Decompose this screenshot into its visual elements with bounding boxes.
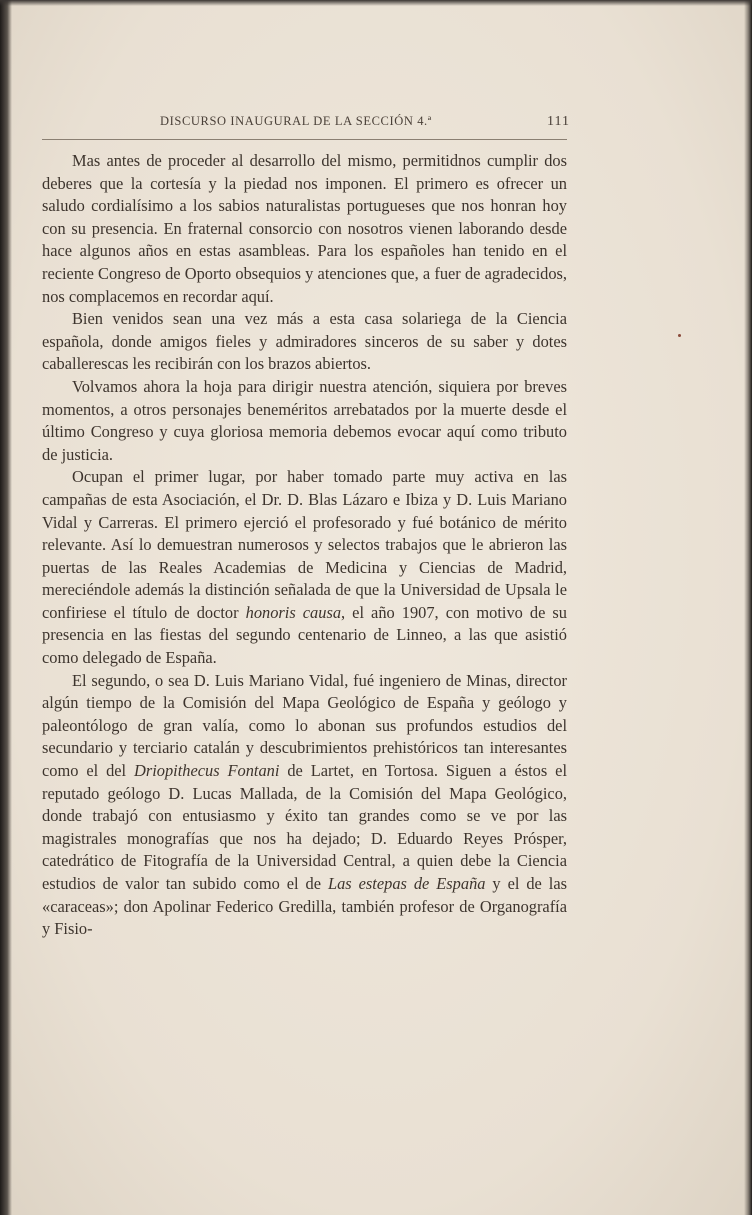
text-run: de Lartet, en Tortosa. Siguen a éstos el reputado geólogo D. Lucas Mallada, de la Comisión del Mapa Geológico, donde trabajó con entusiasmo y éxito tan grandes como se ve por las magistrales monografías que nos ha dejado; D. Eduardo Reyes Prósper, catedrático de Fitografía de la Universidad Central, a quien debe la Ciencia estudios de valor tan subido como el de xyxy=(42,761,567,893)
header-rule xyxy=(42,139,567,140)
paragraph xyxy=(42,466,567,669)
running-title: DISCURSO INAUGURAL DE LA SECCIÓN 4.ª xyxy=(160,114,432,128)
running-header xyxy=(160,114,570,136)
italic-text: Las estepas de España xyxy=(328,874,486,893)
page-edge-shadow-right xyxy=(744,0,752,1215)
paragraph xyxy=(42,670,567,941)
italic-text: Driopithecus Fontani xyxy=(134,761,280,781)
body-text xyxy=(42,150,567,941)
page-edge-shadow-top xyxy=(0,0,752,6)
page-number: 111 xyxy=(547,114,570,129)
paragraph xyxy=(42,308,567,376)
text-run: Mas antes de proceder al desarrollo del mismo, permitidnos cumplir dos deberes que la cortesía y la piedad nos imponen. El primero es ofrecer un saludo cordialísimo a los sabios naturalistas portugueses que nos honran hoy con su presencia. En fraternal consorcio con nosotros vienen laborando desde hace algunos años en estas asambleas. Para los españoles han tenido en el reciente Congreso de Oporto obsequios y atenciones que, a fuer de agradecidos, nos complacemos en recordar aquí. xyxy=(42,151,567,306)
paragraph xyxy=(42,150,567,308)
text-run: El segundo, o sea D. Luis Mariano Vidal, fué ingeniero de Minas, director algún tiempo de la Comisión del Mapa Geológico de España y geólogo y paleontólogo de gran valía, como lo abonan sus profundos estudios del secundario y terciario catalán y descubrimientos prehistóricos tan interesantes como el del xyxy=(42,670,567,781)
text-run: , el año 1907, con motivo de su presencia en las fiestas del segundo centenario de Linneo, a las que asistió como delegado de España. xyxy=(42,602,567,668)
page-edge-shadow-left xyxy=(0,0,12,1215)
paragraph xyxy=(42,376,567,466)
text-run: Ocupan el primer lugar, por haber tomado parte muy activa en las campañas de esta Asociación, el Dr. D. Blas Lázaro e Ibiza y D. Luis Mariano Vidal y Carreras. El primero ejerció el profesorado y fué botánico de mérito relevante. Así lo demuestran numerosos y selectos trabajos que le abrieron las puertas de las Reales Academias de Medicina y Ciencias de Madrid, mereciéndole además la distinción señalada de que la Universidad de Upsala le confiriese el título de doctor xyxy=(42,467,567,622)
text-run: y el de las «caraceas»; don Apolinar Federico Gredilla, también profesor de Organografía y Fisio- xyxy=(42,874,568,939)
ink-speck xyxy=(678,334,681,337)
text-run: Volvamos ahora la hoja para dirigir nuestra atención, siquiera por breves momentos, a otros personajes beneméritos arrebatados por la muerte desde el último Congreso y cuya gloriosa memoria debemos evocar aquí como tributo de justicia. xyxy=(42,376,567,464)
italic-text: honoris causa xyxy=(245,602,342,622)
text-run: Bien venidos sean una vez más a esta casa solariega de la Ciencia española, donde amigos fieles y admiradores sinceros de su saber y dotes caballerescas les recibirán con los brazos abiertos. xyxy=(42,309,567,374)
